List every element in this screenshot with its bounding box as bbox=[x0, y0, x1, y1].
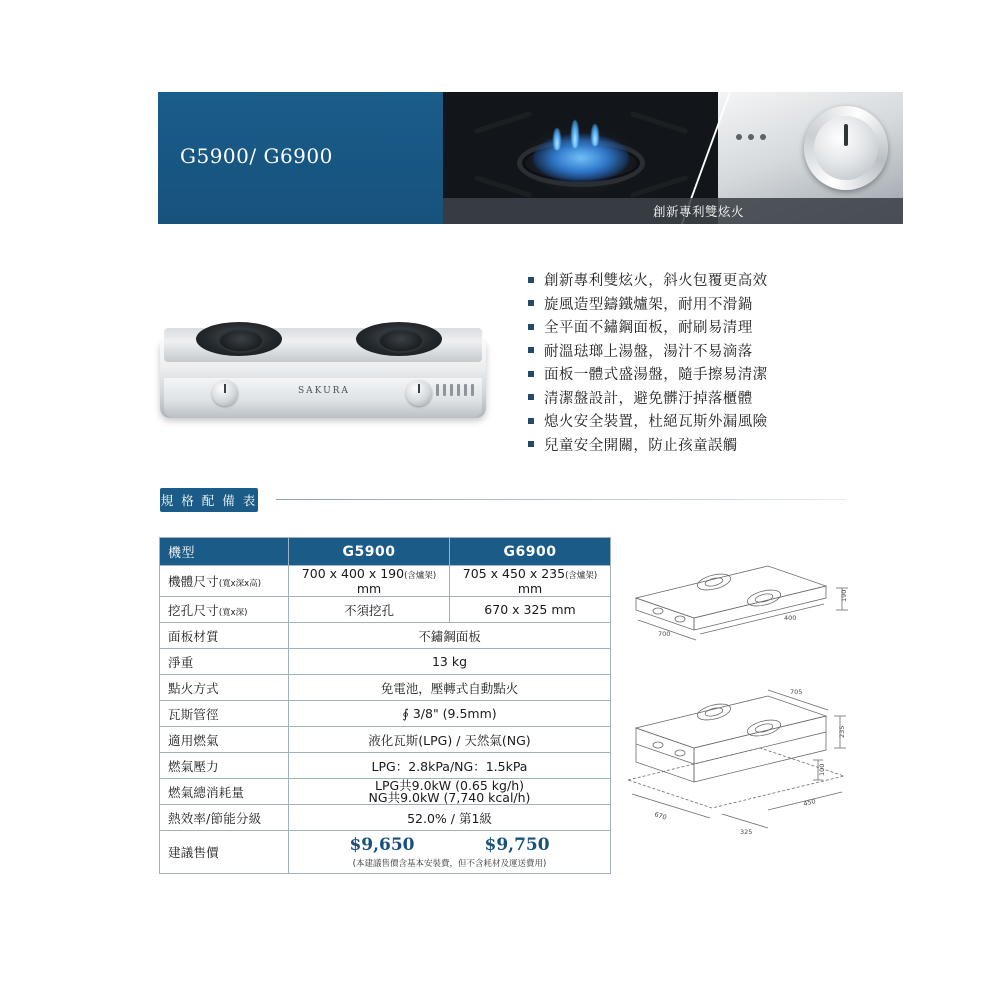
row-label-gas-type: 適用燃氣 bbox=[160, 727, 289, 753]
hero-flame-tip-icon bbox=[571, 120, 579, 148]
dim-label-100: 100 bbox=[818, 763, 826, 776]
table-row bbox=[160, 805, 611, 831]
table-row-price bbox=[160, 831, 611, 874]
bullet-icon bbox=[528, 324, 534, 330]
hero-flame-icon bbox=[533, 134, 629, 182]
dim-label-235: 235 bbox=[838, 725, 846, 738]
row-value-cutout-g5900: 不須挖孔 bbox=[289, 597, 450, 623]
row-label-net-weight: 淨重 bbox=[160, 649, 289, 675]
bullet-icon bbox=[528, 418, 534, 424]
dim-label-400: 400 bbox=[784, 614, 797, 622]
table-header-g6900: G6900 bbox=[450, 538, 611, 566]
table-row bbox=[160, 701, 611, 727]
table-row bbox=[160, 597, 611, 623]
table-row bbox=[160, 566, 611, 597]
price-g5900: $9,650 bbox=[349, 835, 415, 855]
stove-knob-left bbox=[212, 380, 238, 406]
dim-label-700: 700 bbox=[658, 630, 671, 638]
row-label-body-size: 機體尺寸(寬x深x高) bbox=[160, 566, 289, 597]
list-item bbox=[528, 292, 848, 316]
spec-table bbox=[159, 537, 611, 874]
price-g6900: $9,750 bbox=[484, 835, 550, 855]
stove-front-panel bbox=[164, 378, 482, 418]
hero-caption-right: 內外雙環獨立控火 bbox=[915, 78, 929, 219]
feature-text: 熄火安全裝置，杜絕瓦斯外漏風險 bbox=[544, 414, 768, 431]
control-knob-icon bbox=[804, 106, 888, 190]
row-label-gas-pipe: 瓦斯管徑 bbox=[160, 701, 289, 727]
bullet-icon bbox=[528, 394, 534, 400]
stove-burner-left bbox=[196, 322, 282, 356]
table-row bbox=[160, 649, 611, 675]
row-label-price: 建議售價 bbox=[160, 831, 289, 874]
control-knob-inner bbox=[814, 116, 878, 180]
row-value-ignition: 免電池，壓轉式自動點火 bbox=[289, 675, 611, 701]
list-item bbox=[528, 433, 848, 457]
table-header-label: 機型 bbox=[160, 538, 289, 566]
bullet-icon bbox=[528, 347, 534, 353]
feature-text: 清潔盤設計，避免髒汙掉落櫃體 bbox=[544, 390, 753, 407]
row-value-gas-consumption bbox=[289, 779, 611, 805]
price-note: (本建議售價含基本安裝費，但不含耗材及運送費用) bbox=[352, 859, 547, 869]
list-item bbox=[528, 315, 848, 339]
technical-drawings bbox=[618, 548, 868, 878]
row-value-gas-pipe: ∮ 3/8" (9.5mm) bbox=[289, 701, 611, 727]
stove-burner-right bbox=[356, 322, 442, 356]
row-value-net-weight: 13 kg bbox=[289, 649, 611, 675]
row-value-cutout-g6900: 670 x 325 mm bbox=[450, 597, 611, 623]
feature-text: 耐溫琺瑯上湯盤，湯汁不易滴落 bbox=[544, 343, 753, 360]
page-title: G5900/ G6900 bbox=[180, 144, 333, 168]
dim-label-670: 670 bbox=[653, 810, 668, 822]
row-label-cutout-size: 挖孔尺寸(寬x深) bbox=[160, 597, 289, 623]
table-row bbox=[160, 675, 611, 701]
list-item bbox=[528, 339, 848, 363]
list-item bbox=[528, 386, 848, 410]
control-knob-marker bbox=[844, 124, 848, 146]
row-value-body-size-g5900: 700 x 400 x 190(含爐架) mm bbox=[289, 566, 450, 597]
hero-grate-arm bbox=[630, 175, 689, 198]
brand-logo: SAKURA bbox=[298, 386, 350, 396]
gas-consumption-ng: NG共9.0kW (7,740 kcal/h) bbox=[368, 789, 531, 805]
dim-label-325: 325 bbox=[740, 828, 753, 836]
table-row bbox=[160, 727, 611, 753]
feature-text: 面板一體式盛湯盤，隨手擦易清潔 bbox=[544, 367, 768, 384]
feature-text: 全平面不鏽鋼面板，耐刷易清理 bbox=[544, 320, 753, 337]
stove-knob-right bbox=[406, 380, 432, 406]
list-item bbox=[528, 268, 848, 292]
hero-title-block bbox=[158, 92, 443, 224]
list-item bbox=[528, 362, 848, 386]
row-label-gas-consumption: 燃氣總消耗量 bbox=[160, 779, 289, 805]
feature-list bbox=[528, 268, 848, 456]
hero-flame-tip-icon bbox=[553, 128, 561, 150]
hero-caption-left: 創新專利雙炫火 bbox=[653, 204, 745, 219]
feature-text: 創新專利雙炫火，斜火包覆更高效 bbox=[544, 273, 768, 290]
bullet-icon bbox=[528, 277, 534, 283]
dim-label-705: 705 bbox=[790, 688, 803, 696]
bullet-icon bbox=[528, 300, 534, 306]
bullet-icon bbox=[528, 371, 534, 377]
hero-grate-arm bbox=[474, 111, 533, 134]
gas-consumption-lpg: LPG共9.0kW (0.65 kg/h) bbox=[374, 777, 524, 793]
table-row bbox=[160, 753, 611, 779]
dim-label-190: 190 bbox=[840, 589, 848, 602]
bullet-icon bbox=[528, 441, 534, 447]
dimension-drawings-svg bbox=[618, 548, 868, 878]
table-header-g5900: G5900 bbox=[289, 538, 450, 566]
table-row bbox=[160, 623, 611, 649]
row-label-ignition: 點火方式 bbox=[160, 675, 289, 701]
table-header-row bbox=[160, 538, 611, 566]
product-photo bbox=[160, 282, 500, 452]
row-value-price bbox=[289, 831, 611, 874]
hero-grate-arm bbox=[474, 175, 533, 198]
row-value-gas-pressure: LPG：2.8kPa/NG：1.5kPa bbox=[289, 753, 611, 779]
dim-label-450: 450 bbox=[802, 797, 817, 808]
feature-text: 旋風造型鑄鐵爐架，耐用不滑鍋 bbox=[544, 296, 753, 313]
row-value-gas-type: 液化瓦斯(LPG) / 天然氣(NG) bbox=[289, 727, 611, 753]
hero-grate-arm bbox=[630, 111, 689, 134]
row-label-gas-pressure: 燃氣壓力 bbox=[160, 753, 289, 779]
row-value-body-size-g6900: 705 x 450 x 235(含爐架) mm bbox=[450, 566, 611, 597]
spec-section-divider bbox=[276, 499, 846, 500]
spec-section-tab: 規 格 配 備 表 bbox=[160, 488, 258, 512]
row-value-panel-material: 不鏽鋼面板 bbox=[289, 623, 611, 649]
row-label-efficiency: 熱效率/節能分級 bbox=[160, 805, 289, 831]
list-item bbox=[528, 409, 848, 433]
hero-flame-tip-icon bbox=[591, 124, 599, 146]
row-value-efficiency: 52.0% / 第1級 bbox=[289, 805, 611, 831]
table-row bbox=[160, 779, 611, 805]
hero-banner bbox=[158, 78, 929, 224]
hero-indicator-dots bbox=[736, 134, 776, 141]
stove-vent-grille bbox=[436, 384, 476, 396]
feature-text: 兒童安全開關，防止孩童誤觸 bbox=[544, 437, 738, 454]
row-label-panel-material: 面板材質 bbox=[160, 623, 289, 649]
